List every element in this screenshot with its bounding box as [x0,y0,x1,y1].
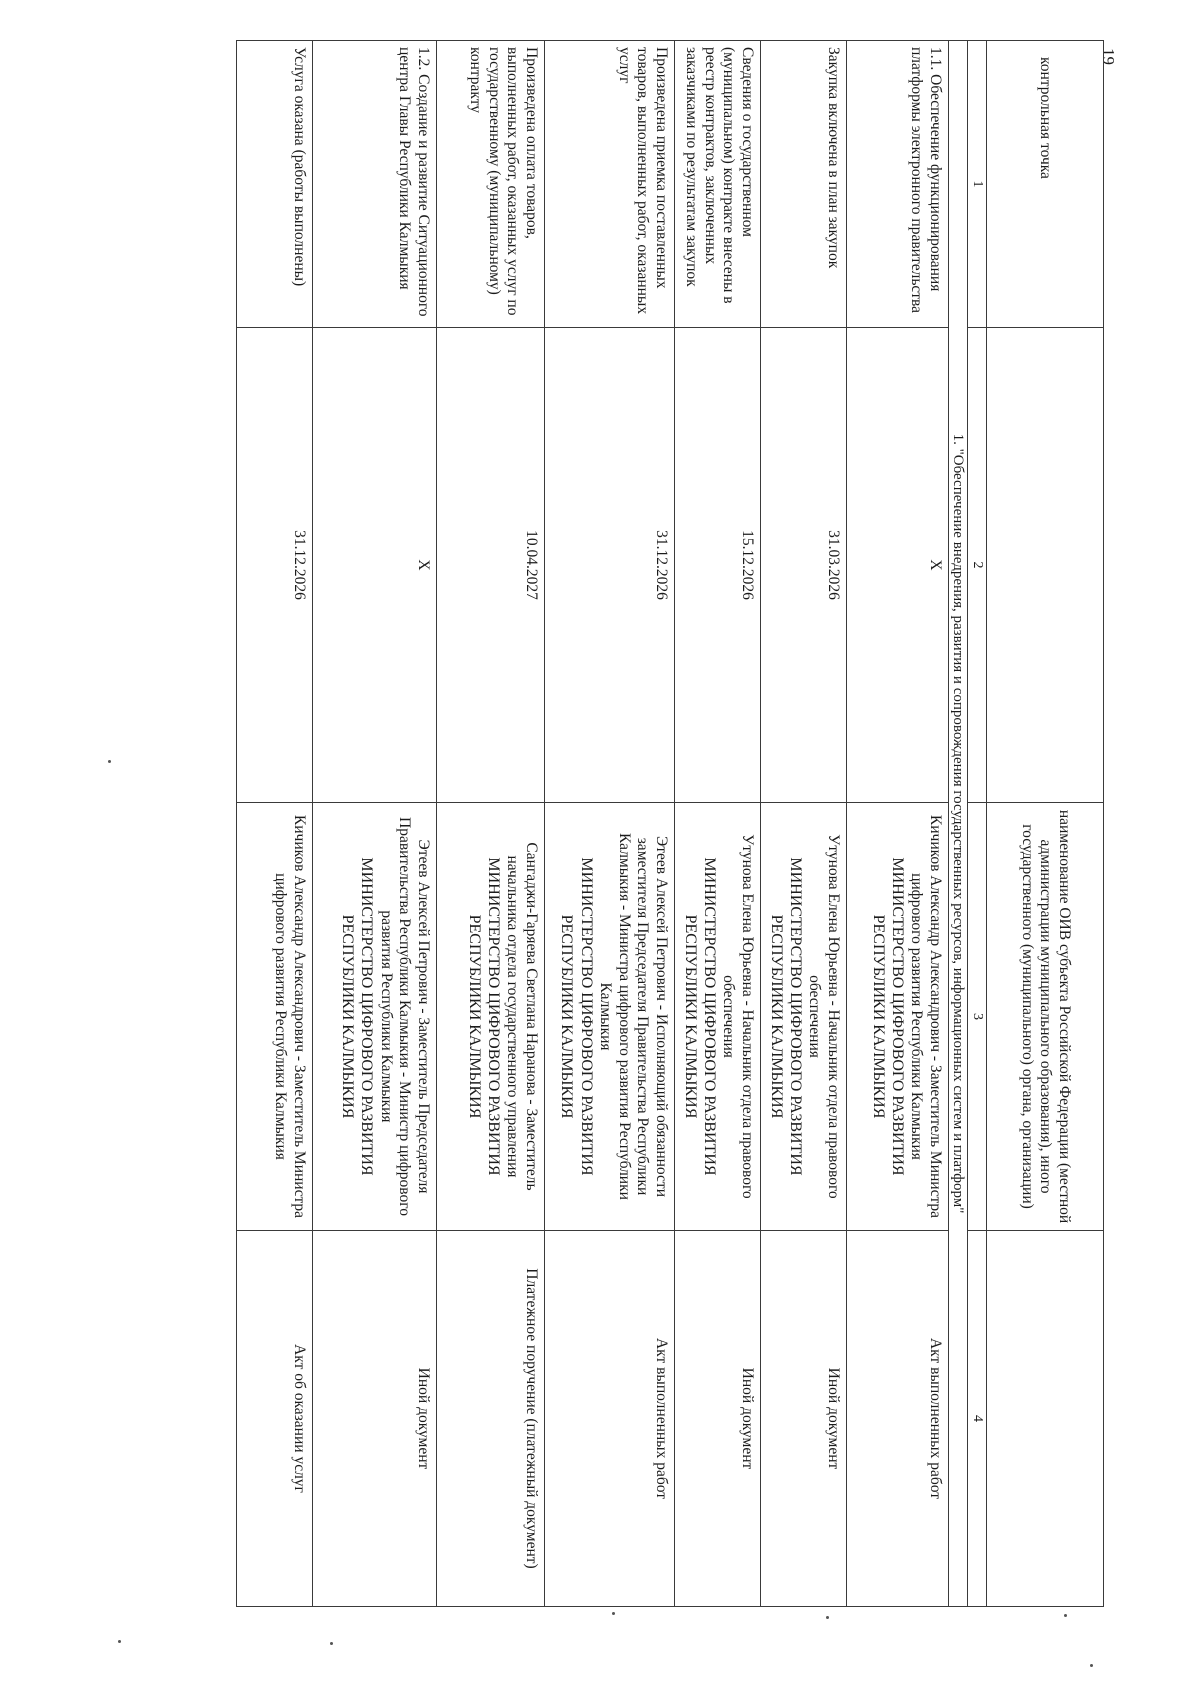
header-document [987,1231,1104,1607]
table-row [313,41,437,1607]
control-point-cell: 1.1. Обеспечение функционирования платформы электронного правительства [847,41,949,328]
date-cell: 31.12.2026 [545,328,675,803]
responsible-person: Утунова Елена Юрьевна - Начальник отдела правового обеспечения [806,834,842,1199]
responsible-person: Этеев Алексей Петрович - Заместитель Председателя Правительства Республики Калмыкия - Министр цифрового развития Республики Калмыкия [377,817,432,1216]
section-row [949,41,968,1607]
responsible-cell [545,803,675,1231]
date-cell: X [847,328,949,803]
responsible-cell [675,803,761,1231]
column-numbers-row [968,41,987,1607]
date-cell: 31.03.2026 [761,328,847,803]
document-cell: Акт выполненных работ [545,1231,675,1607]
control-point-cell: Закупка включена в план закупок [761,41,847,328]
date-cell: 31.12.2026 [237,328,313,803]
date-cell: 15.12.2026 [675,328,761,803]
document-cell: Платежное поручение (платежный документ) [437,1231,545,1607]
control-point-cell: Произведена приемка поставленных товаров, выполненных работ, оказанных услуг [545,41,675,328]
control-point-cell: Произведена оплата товаров, выполненных работ, оказанных услуг по государственному (муниципальному) контракту [437,41,545,328]
scan-speck [1090,1664,1093,1667]
responsible-org: МИНИСТЕРСТВО ЦИФРОВОГО РАЗВИТИЯ РЕСПУБЛИКИ КАЛМЫКИЯ [465,857,502,1176]
control-points-table [236,40,1104,1607]
responsible-person: Утунова Елена Юрьевна - Начальник отдела правового обеспечения [720,834,756,1199]
column-number: 4 [968,1231,987,1607]
control-point-cell: Услуга оказана (работы выполнены) [237,41,313,328]
date-cell: 10.04.2027 [437,328,545,803]
responsible-cell [847,803,949,1231]
section-title: 1. "Обеспечение внедрения, развития и сопровождения государственных ресурсов, информационных систем и платформ" [949,41,968,1607]
column-number: 3 [968,803,987,1231]
document-cell: Иной документ [675,1231,761,1607]
document-cell: Иной документ [761,1231,847,1607]
responsible-org: МИНИСТЕРСТВО ЦИФРОВОГО РАЗВИТИЯ РЕСПУБЛИКИ КАЛМЫКИЯ [339,857,376,1176]
responsible-cell [437,803,545,1231]
responsible-cell [237,803,313,1231]
table-row [847,41,949,1607]
table-row [545,41,675,1607]
table-header-row [987,41,1104,1607]
responsible-person: Кичиков Александр Александрович - Заместитель Министра цифрового развития Республики Калмыкия [272,814,308,1219]
responsible-person: Сангаджи-Гаряева Светлана Наранова - Заместитель начальника отдела государственного управления [504,842,540,1191]
table-row [237,41,313,1607]
scan-speck [118,1640,121,1643]
responsible-cell [313,803,437,1231]
header-date [987,328,1104,803]
document-cell: Иной документ [313,1231,437,1607]
document-cell: Акт выполненных работ [847,1231,949,1607]
header-responsible: наименование ОИВ субъекта Российской Федерации (местной администрации муниципального образования), иного государственного (муниципального) органа, организации) [987,803,1104,1231]
control-point-cell: Сведения о государственном (муниципальном) контракте внесены в реестр контрактов, заключенных заказчиками по результатам закупок [675,41,761,328]
date-cell: X [313,328,437,803]
scan-speck [1064,1614,1067,1617]
control-point-cell: 1.2. Создание и развитие Ситуационного центра Главы Республики Калмыкия [313,41,437,328]
page-number: 19 [1099,48,1118,65]
table-row [761,41,847,1607]
responsible-person: Этеев Алексей Петрович - Исполняющий обязанности заместителя Председателя Правительства Республики Калмыкия - Министра цифрового развития Республики Калмыкия [597,833,670,1200]
column-number: 2 [968,328,987,803]
table-row [675,41,761,1607]
table-row [437,41,545,1607]
responsible-org: МИНИСТЕРСТВО ЦИФРОВОГО РАЗВИТИЯ РЕСПУБЛИКИ КАЛМЫКИЯ [558,857,595,1176]
scan-speck [826,1616,829,1619]
responsible-cell [761,803,847,1231]
scan-speck [330,1642,333,1645]
document-cell: Акт об оказании услуг [237,1231,313,1607]
rotated-table-container [4,40,1104,1606]
responsible-person: Кичиков Александр Александрович - Заместитель Министра цифрового развития Республики Калмыкия [908,814,944,1219]
header-control-point: контрольная точка [987,41,1104,328]
column-number: 1 [968,41,987,328]
scan-speck [612,1612,615,1615]
responsible-org: МИНИСТЕРСТВО ЦИФРОВОГО РАЗВИТИЯ РЕСПУБЛИКИ КАЛМЫКИЯ [767,857,804,1176]
responsible-org: МИНИСТЕРСТВО ЦИФРОВОГО РАЗВИТИЯ РЕСПУБЛИКИ КАЛМЫКИЯ [869,857,906,1176]
responsible-org: МИНИСТЕРСТВО ЦИФРОВОГО РАЗВИТИЯ РЕСПУБЛИКИ КАЛМЫКИЯ [681,857,718,1176]
